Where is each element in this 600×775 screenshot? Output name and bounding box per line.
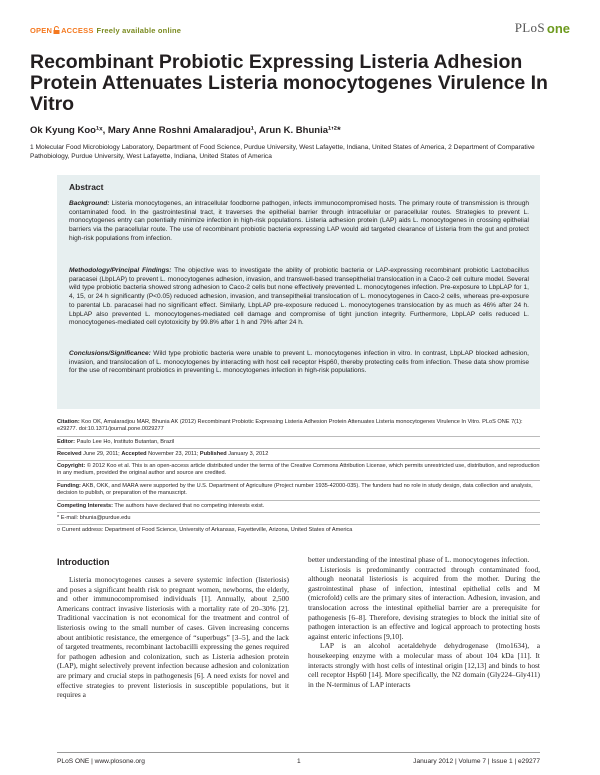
author-list: Ok Kyung Koo¹ˣ, Mary Anne Roshni Amalaradjou¹, Arun K. Bhunia¹ʼ²* <box>30 125 341 136</box>
email-link[interactable]: * E-mail: bhunia@purdue.edu <box>57 515 131 521</box>
divider <box>57 460 540 461</box>
abstract-heading: Abstract <box>69 182 104 192</box>
abstract-methods <box>69 267 529 328</box>
freely-available-label: Freely available online <box>96 26 182 35</box>
editor <box>57 439 540 446</box>
logo-one-text: one <box>546 20 570 36</box>
footer-url[interactable]: www.plosone.org <box>94 758 145 765</box>
plos-one-logo[interactable] <box>515 20 570 36</box>
background-text: Listeria monocytogenes, an intracellular foodborne pathogen, infects immunocompromised hosts. The primary route of transmission is through contaminated food. In the gastrointestinal tract, it traverses the epithelial barrier through intracellular or paracellular routes. Strategies to prevent L. monocytogenes entry can potentially minimize infection in high-risk populations. Listeria adhesion protein (LAP) aids L. monocytogenes in crossing epithelial barriers via the paracellular route. The use of recombinant probiotic bacteria expressing LAP would aid targeted clearance of Listeria from the gut and protect high-risk populations from infection. <box>69 200 529 242</box>
footer-issue: January 2012 | Volume 7 | Issue 1 | e29277 <box>413 758 540 765</box>
intro-paragraph: LAP is an alcohol acetaldehyde dehydrogenase (lmo1634), a housekeeping enzyme with a molecular mass of about 104 kDa [11]. It interacts strongly with host cells of intestinal origin [12,13] and binds to host cell receptor Hsp60 [14]. More specifically, the N2 domain (Gly224–Gly411) in the N-terminus of LAP interacts <box>308 641 540 689</box>
divider <box>57 512 540 513</box>
footer-journal-name: PLoS ONE <box>57 758 90 765</box>
copyright <box>57 463 540 478</box>
footer-journal: PLoS ONE | www.plosone.org <box>57 758 145 765</box>
lock-icon <box>53 26 60 34</box>
received-date: June 29, 2011; <box>83 451 120 457</box>
intro-paragraph: Listeria monocytogenes causes a severe systemic infection (listeriosis) and poses a significant health risk to pregnant women, newborns, the elderly, and other immunocompromised individuals [1]. Annually, about 2,500 Americans contract invasive listeriosis with a mortality rate of 20–30% [2]. Traditional vaccination is not economical for the treatment and control of listeriosis owing to the small number of cases. Given increasing concerns about antibiotic resistance, the emergence of “superbugs” [3–5], and the lack of targeted treatments, recombinant lactobacilli expressing the genes required for pathogen adhesion and colonization, such as Listeria adhesion protein (LAP), might selectively prevent infection because adhesion and colonization are primary and crucial steps in pathogenesis [6]. A need exists for novel and effective strategies to prevent listeriosis in susceptible populations, but it requires a <box>57 575 289 700</box>
divider <box>57 480 540 481</box>
divider <box>57 448 540 449</box>
accepted-label: Accepted <box>121 451 147 457</box>
received-label: Received <box>57 451 82 457</box>
citation-text: Koo OK, Amalaradjou MAR, Bhunia AK (2012) Recombinant Probiotic Expressing Listeria Adhesion Protein Attenuates Listeria monocytogenes Virulence In Vitro. PLoS ONE 7(1): e29277. doi:10.1371/journal.pone.0029277 <box>57 419 523 433</box>
intro-paragraph: Listeriosis is predominantly contracted through contaminated food, although neonatal listeriosis is acquired from the mother. During the gastrointestinal phase of infection, intestinal epithelial cells and M (microfold) cells are the primary sites of interaction. Adhesion, invasion, and translocation across the intestinal epithelial barrier are a prerequisite for pathogenesis [6–8]. Therefore, devising strategies to block the initial site of pathogen interaction is an effective and logical approach to protecting hosts against enteric infections [9,10]. <box>308 564 540 641</box>
divider <box>57 524 540 525</box>
copyright-text: © 2012 Koo et al. This is an open-access article distributed under the terms of the Creative Commons Attribution License, which permits unrestricted use, distribution, and reproduction in any medium, provided the original author and source are credited. <box>57 463 540 477</box>
abstract-box <box>57 175 540 409</box>
access-label: ACCESS <box>61 26 94 35</box>
citation <box>57 419 540 434</box>
intro-left-column <box>57 575 289 700</box>
funding-text: AKB, OKK, and MARA were supported by the U.S. Department of Agriculture (Project number 1935-42000-035). The funders had no role in study design, data collection and analysis, decision to publish, or preparation of the manuscript. <box>57 483 533 497</box>
conclusions-label: Conclusions/Significance: <box>69 350 151 357</box>
article-title: Recombinant Probiotic Expressing Listeria Adhesion Protein Attenuates Listeria monocytogenes Virulence In Vitro <box>30 51 548 115</box>
intro-right-column <box>308 555 540 689</box>
editor-label: Editor: <box>57 439 76 445</box>
email[interactable] <box>57 515 540 522</box>
funding <box>57 483 540 498</box>
dates <box>57 451 540 458</box>
page-number: 1 <box>297 758 301 765</box>
funding-label: Funding: <box>57 483 81 489</box>
accepted-date: November 23, 2011; <box>148 451 199 457</box>
footer-rule <box>57 752 540 753</box>
methods-text: The objective was to investigate the ability of probiotic bacteria or LAP-expressing recombinant probiotic Lactobacillus paracasei (LbpLAP) to prevent L. monocytogenes adhesion, invasion, and transwell-based transepithelial translocation in a Caco-2 cell culture model. Several wild type probiotic bacteria showed strong adhesion to Caco-2 cells but none effectively prevented L. monocytogenes infection. Pre-exposure to LbpLAP for 1, 4, 15, or 24 h significantly (P<0.05) reduced adhesion, invasion, and transepithelial translocation of L. monocytogenes in Caco-2 cells, whereas pre-exposure to parental Lb. paracasei had no significant effect. Similarly, LbpLAP pre-exposure reduced L. monocytogenes translocation by as much as 46% after 24 h. LbpLAP also prevented L. monocytogenes-mediated cell damage and compromise of tight junction integrity. Furthermore, LbpLAP cells reduced L. monocytogenes-mediated cell cytotoxicity by 99.8% after 1 h and 79% after 24 h. <box>69 267 530 327</box>
current-address-text: ¤ Current address: Department of Food Science, University of Arkansas, Fayetteville, Arizona, United States of America <box>57 527 353 533</box>
methods-label: Methodology/Principal Findings: <box>69 267 172 274</box>
published-label: Published <box>199 451 227 457</box>
intro-paragraph: better understanding of the intestinal phase of L. monocytogenes infection. <box>308 555 530 564</box>
open-label: OPEN <box>30 26 53 35</box>
competing-text: The authors have declared that no competing interests exist. <box>114 503 265 509</box>
competing-interests <box>57 503 540 510</box>
divider <box>57 436 540 437</box>
abstract-background <box>69 200 529 244</box>
introduction-heading: Introduction <box>57 557 110 567</box>
copyright-label: Copyright: <box>57 463 86 469</box>
divider <box>57 500 540 501</box>
current-address <box>57 527 540 534</box>
background-label: Background: <box>69 200 110 207</box>
conclusions-text: Wild type probiotic bacteria were unable to prevent L. monocytogenes infection in vitro. In contrast, LbpLAP blocked adhesion, invasion, and translocation of L. monocytogenes by interacting with host cell receptor Hsp60, thereby protecting cells from infection. These data show promise for the use of recombinant probiotics in preventing L. monocytogenes infection in high-risk populations. <box>69 350 529 375</box>
logo-plos-text: PLoS <box>514 20 545 35</box>
competing-label: Competing Interests: <box>57 503 113 509</box>
editor-text: Paulo Lee Ho, Instituto Butantan, Brazil <box>76 439 175 445</box>
open-access-badge <box>30 26 181 35</box>
abstract-conclusions <box>69 350 529 376</box>
published-date: January 3, 2012 <box>228 451 269 457</box>
affiliations: 1 Molecular Food Microbiology Laboratory, Department of Food Science, Purdue University, West Lafayette, Indiana, United States of America, 2 Department of Comparative Pathobiology, Purdue University, West Lafayette, Indiana, United States of America <box>30 144 535 160</box>
citation-label: Citation: <box>57 419 80 425</box>
